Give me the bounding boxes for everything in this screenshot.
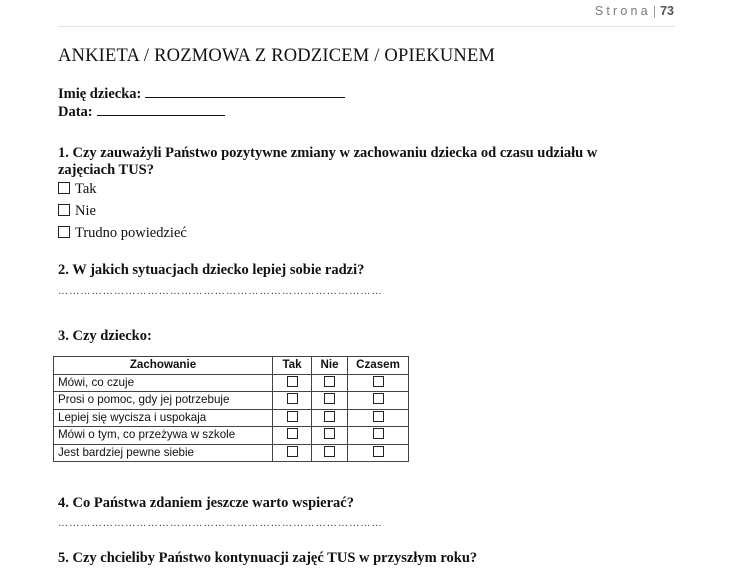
page-number-value: 73 xyxy=(660,4,674,18)
checkbox-icon[interactable] xyxy=(373,411,384,422)
cell-czasem[interactable] xyxy=(348,409,409,427)
behavior-label: Mówi, co czuje xyxy=(54,374,273,392)
page-label: Strona xyxy=(594,4,651,18)
checkbox-icon[interactable] xyxy=(324,428,335,439)
question-4: 4. Co Państwa zdaniem jeszcze warto wspierać? xyxy=(58,495,354,511)
option-label: Trudno powiedzieć xyxy=(75,225,187,241)
behavior-label: Mówi o tym, co przeżywa w szkole xyxy=(54,427,273,445)
q1-option-tak[interactable] xyxy=(58,181,97,198)
cell-czasem[interactable] xyxy=(348,427,409,445)
table-row xyxy=(54,374,409,392)
page-number xyxy=(595,4,674,18)
behavior-label: Prosi o pomoc, gdy jej potrzebuje xyxy=(54,392,273,410)
child-name-label: Imię dziecka: xyxy=(58,86,142,102)
date-label: Data: xyxy=(58,104,93,120)
checkbox-icon[interactable] xyxy=(58,226,70,238)
cell-czasem[interactable] xyxy=(348,374,409,392)
cell-nie[interactable] xyxy=(312,409,348,427)
cell-nie[interactable] xyxy=(312,444,348,462)
question-4-answer-line[interactable]: …………………………………………………………………………… xyxy=(58,518,383,529)
option-label: Tak xyxy=(75,181,97,197)
table-row xyxy=(54,444,409,462)
date-field[interactable] xyxy=(58,104,225,121)
question-2: 2. W jakich sytuacjach dziecko lepiej sobie radzi? xyxy=(58,262,365,278)
behavior-label: Jest bardziej pewne siebie xyxy=(54,444,273,462)
checkbox-icon[interactable] xyxy=(324,411,335,422)
question-1-line1: 1. Czy zauważyli Państwo pozytywne zmiany w zachowaniu dziecka od czasu udziału w xyxy=(58,145,598,161)
cell-czasem[interactable] xyxy=(348,444,409,462)
child-name-field[interactable] xyxy=(58,86,345,103)
checkbox-icon[interactable] xyxy=(324,376,335,387)
page-separator: | xyxy=(652,4,657,18)
checkbox-icon[interactable] xyxy=(287,393,298,404)
header-divider xyxy=(58,26,675,27)
q1-option-nie[interactable] xyxy=(58,203,96,220)
question-5: 5. Czy chcieliby Państwo kontynuacji zajęć TUS w przyszłym roku? xyxy=(58,550,478,566)
cell-czasem[interactable] xyxy=(348,392,409,410)
document-title: ANKIETA / ROZMOWA Z RODZICEM / OPIEKUNEM xyxy=(58,46,496,66)
cell-nie[interactable] xyxy=(312,374,348,392)
question-2-answer-line[interactable]: …………………………………………………………………………… xyxy=(58,286,383,297)
header-czasem: Czasem xyxy=(348,357,409,375)
header-nie: Nie xyxy=(312,357,348,375)
table-row xyxy=(54,427,409,445)
cell-nie[interactable] xyxy=(312,427,348,445)
checkbox-icon[interactable] xyxy=(287,446,298,457)
checkbox-icon[interactable] xyxy=(287,376,298,387)
checkbox-icon[interactable] xyxy=(58,204,70,216)
cell-tak[interactable] xyxy=(273,444,312,462)
option-label: Nie xyxy=(75,203,96,219)
question-3: 3. Czy dziecko: xyxy=(58,328,152,344)
cell-tak[interactable] xyxy=(273,409,312,427)
checkbox-icon[interactable] xyxy=(324,393,335,404)
table-row xyxy=(54,409,409,427)
cell-nie[interactable] xyxy=(312,392,348,410)
checkbox-icon[interactable] xyxy=(287,411,298,422)
behavior-label: Lepiej się wycisza i uspokaja xyxy=(54,409,273,427)
checkbox-icon[interactable] xyxy=(58,182,70,194)
question-1 xyxy=(58,145,597,179)
checkbox-icon[interactable] xyxy=(324,446,335,457)
checkbox-icon[interactable] xyxy=(287,428,298,439)
header-zachowanie: Zachowanie xyxy=(54,357,273,375)
question-1-line2: zajęciach TUS? xyxy=(58,162,154,178)
table-row xyxy=(54,392,409,410)
checkbox-icon[interactable] xyxy=(373,446,384,457)
date-blank[interactable] xyxy=(97,104,225,116)
cell-tak[interactable] xyxy=(273,427,312,445)
child-name-blank[interactable] xyxy=(145,86,345,98)
q1-option-trudno[interactable] xyxy=(58,225,187,242)
behavior-table xyxy=(53,356,409,462)
cell-tak[interactable] xyxy=(273,374,312,392)
checkbox-icon[interactable] xyxy=(373,428,384,439)
header-tak: Tak xyxy=(273,357,312,375)
cell-tak[interactable] xyxy=(273,392,312,410)
checkbox-icon[interactable] xyxy=(373,376,384,387)
checkbox-icon[interactable] xyxy=(373,393,384,404)
table-header-row xyxy=(54,357,409,375)
